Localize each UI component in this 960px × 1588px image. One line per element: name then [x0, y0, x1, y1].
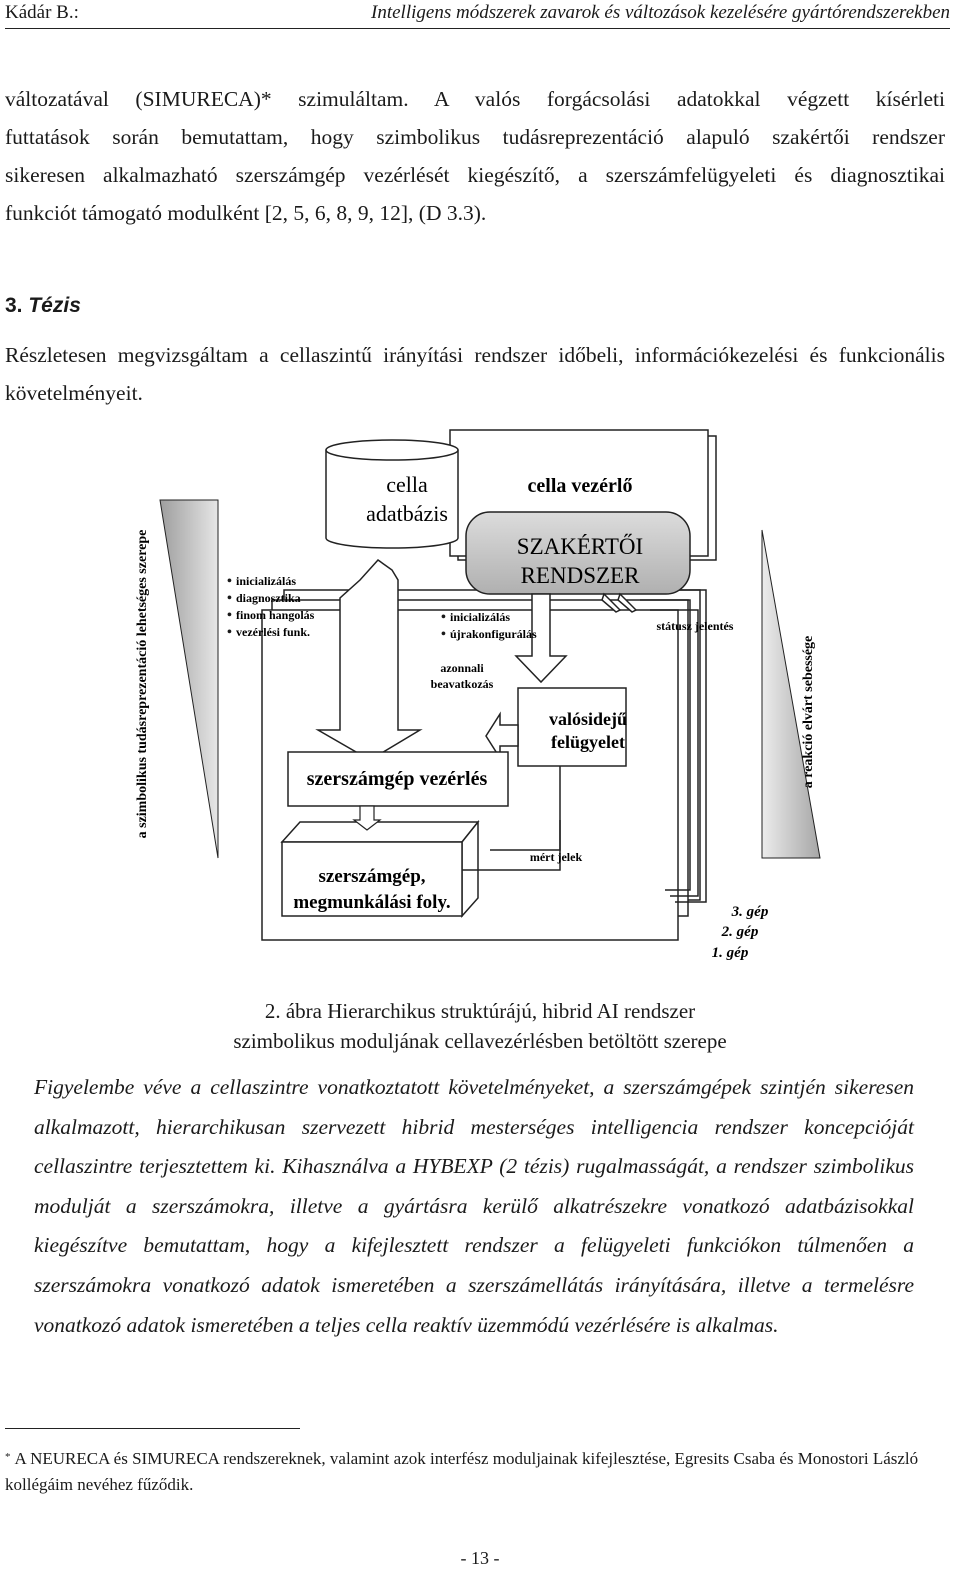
intro-line: sikeresen alkalmazható szerszámgép vezérlését kiegészítő, a szerszámfelügyeleti és diagnosztikai — [5, 163, 945, 187]
left-bullet-item: inicializálás — [236, 574, 296, 588]
machine-2-label: 2. gép — [721, 924, 759, 940]
svg-text:•: • — [227, 608, 232, 623]
svg-text:•: • — [227, 591, 232, 606]
expert-label-line1: SZAKÉRTŐI — [516, 534, 644, 559]
left-wedge — [160, 500, 218, 858]
thesis-text: Részletesen megvizsgáltam a cellaszintű irányítási rendszer időbeli, információkezelési és funkcionális követelményeit. — [5, 343, 945, 405]
mid-bullet-item: inicializálás — [450, 610, 510, 624]
mid-bullet-item: újrakonfigurálás — [450, 627, 537, 641]
immediate-label-line2: beavatkozás — [430, 677, 494, 691]
footnote-rule — [5, 1428, 300, 1429]
footnote-marker: * — [5, 1451, 11, 1463]
realtime-label-line2: felügyelet — [551, 732, 625, 752]
thesis-title: Tézis — [28, 294, 81, 317]
thesis-heading — [5, 294, 81, 318]
intro-line: futtatások során bemutattam, hogy szimbolikus tudásreprezentáció alapuló szakértői rendszer — [5, 125, 945, 149]
svg-text:•: • — [441, 610, 446, 625]
realtime-label-line1: valósidejű — [548, 709, 628, 729]
machine-label-line2: megmunkálási foly. — [293, 892, 451, 913]
cell-db-label-line2: adatbázis — [366, 501, 448, 526]
cell-controller-label: cella vezérlő — [527, 475, 633, 497]
immediate-label-line1: azonnali — [440, 661, 484, 675]
intro-paragraph — [5, 80, 945, 232]
machine-1-label: 1. gép — [711, 945, 749, 961]
left-axis-label: a szimbolikus tudásreprezentáció lehetséges szerepe — [135, 529, 150, 839]
cell-control-diagram — [0, 420, 960, 980]
caption-line: 2. ábra Hierarchikus struktúrájú, hibrid AI rendszer — [264, 999, 696, 1023]
left-bullet-item: vezérlési funk. — [236, 625, 310, 639]
measured-signals-label: mért jelek — [529, 850, 583, 864]
caption-line: szimbolikus moduljának cellavezérlésben betöltött szerepe — [233, 1029, 727, 1053]
figure-caption — [0, 996, 960, 1056]
left-bullet-item: diagnosztika — [236, 591, 301, 605]
intro-line: funkciót támogató modulként [2, 5, 6, 8, 9, 12], (D 3.3). — [5, 201, 487, 225]
cell-db-label-line1: cella — [386, 472, 428, 497]
page-number: - 13 - — [460, 1548, 500, 1568]
intro-line: változatával (SIMURECA)* szimuláltam. A valós forgácsolási adatokkal végzett kísérleti — [5, 87, 945, 111]
thesis-number: 3. — [5, 294, 23, 317]
machine-3-label: 3. gép — [731, 904, 769, 920]
svg-text:•: • — [441, 627, 446, 642]
header-author: Kádár B.: — [5, 2, 79, 23]
svg-text:•: • — [227, 574, 232, 589]
machine-control-label: szerszámgép vezérlés — [306, 768, 488, 790]
svg-text:•: • — [227, 625, 232, 640]
header-title: Intelligens módszerek zavarok és változások kezelésére gyártórendszerekben — [371, 2, 950, 23]
page-header — [5, 2, 950, 29]
right-axis-label: a reakció elvárt sebessége — [801, 635, 816, 789]
italic-paragraph: Figyelembe véve a cellaszintre vonatkoztatott követelményeket, a szerszámgépek szintjén sikeresen alkalmazott, hierarchikusan szervezett hibrid mesterséges intelligencia rendszer koncepcióját cellaszintre terjesztettem ki. Kihasználva a HYBEXP (2 tézis) rugalmasságát, a rendszer szimbolikus modulját a szerszámokra, illetve a gyártásra kerülő alkatrészekre vonatkozó adatbázisokkal kiegészítve bemutattam, hogy a kifejlesztett rendszer a felügyeleti funkciókon túlmenően a szerszámokra vonatkozó adatok ismeretében a szerszámellátás irányítására, illetve a termelésre vonatkozó adatok ismeretében a teljes cella reaktív üzemmódú vezérlésére is alkalmas. — [34, 1075, 914, 1337]
expert-label-line2: RENDSZER — [520, 563, 640, 588]
footnote-text: A NEURECA és SIMURECA rendszereknek, valamint azok interfész moduljainak kifejlesztése, Egresits Csaba és Monostori László kollégáim nevéhez fűződik. — [5, 1449, 919, 1494]
machine-label-line1: szerszámgép, — [318, 866, 426, 887]
status-report-label: státusz jelentés — [656, 619, 734, 633]
footnote — [5, 1446, 950, 1498]
left-bullet-item: finom hangolás — [236, 608, 315, 622]
